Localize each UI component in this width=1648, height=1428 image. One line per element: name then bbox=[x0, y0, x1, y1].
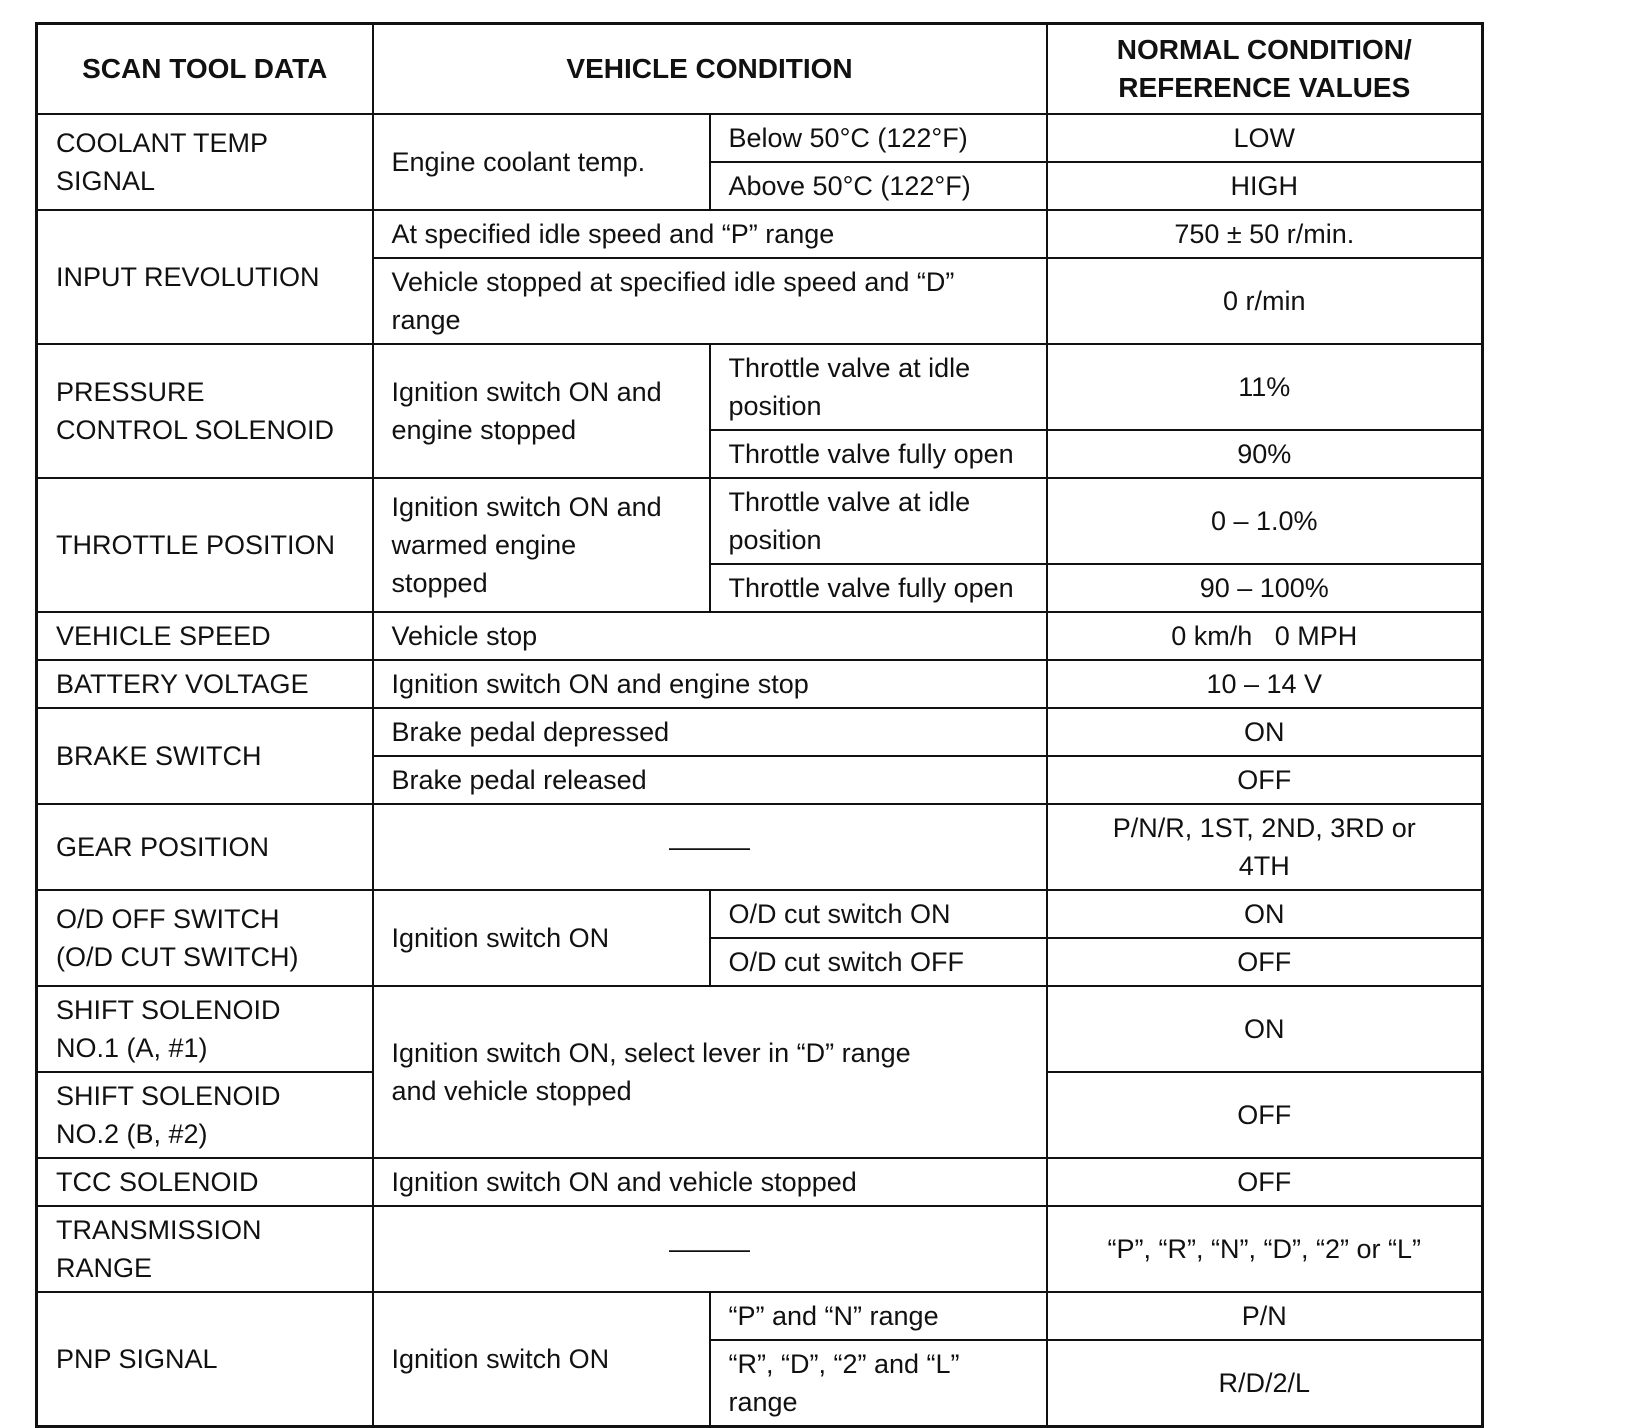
table-row bbox=[37, 890, 1483, 938]
value-cell: “P”, “R”, “N”, “D”, “2” or “L” bbox=[1047, 1206, 1483, 1292]
item-od-off-switch: O/D OFF SWITCH (O/D CUT SWITCH) bbox=[37, 890, 373, 986]
item-battery-voltage: BATTERY VOLTAGE bbox=[37, 660, 373, 708]
condition-cell: At specified idle speed and “P” range bbox=[373, 210, 1047, 258]
condition-cell: Brake pedal depressed bbox=[373, 708, 1047, 756]
table-row bbox=[37, 114, 1483, 162]
table-row bbox=[37, 1158, 1483, 1206]
table-row bbox=[37, 804, 1483, 890]
value-cell: ON bbox=[1047, 986, 1483, 1072]
value-cell: OFF bbox=[1047, 1072, 1483, 1158]
header-reference-values: NORMAL CONDITION/ REFERENCE VALUES bbox=[1047, 24, 1483, 115]
sub-condition-cell: O/D cut switch OFF bbox=[710, 938, 1047, 986]
value-cell: 11% bbox=[1047, 344, 1483, 430]
condition-cell: Ignition switch ON and engine stopped bbox=[373, 344, 710, 478]
value-cell: OFF bbox=[1047, 1158, 1483, 1206]
table-row bbox=[37, 344, 1483, 430]
scan-tool-data-table bbox=[35, 22, 1484, 1428]
sub-condition-cell: Throttle valve fully open bbox=[710, 430, 1047, 478]
item-input-revolution: INPUT REVOLUTION bbox=[37, 210, 373, 344]
sub-condition-cell: Throttle valve at idle position bbox=[710, 344, 1047, 430]
value-cell: HIGH bbox=[1047, 162, 1483, 210]
value-cell: 0 – 1.0% bbox=[1047, 478, 1483, 564]
header-scan-tool-data: SCAN TOOL DATA bbox=[37, 24, 373, 115]
condition-cell: Ignition switch ON bbox=[373, 1292, 710, 1427]
value-cell: 90 – 100% bbox=[1047, 564, 1483, 612]
value-cell: 750 ± 50 r/min. bbox=[1047, 210, 1483, 258]
item-tcc-solenoid: TCC SOLENOID bbox=[37, 1158, 373, 1206]
item-pnp-signal: PNP SIGNAL bbox=[37, 1292, 373, 1427]
condition-cell: Vehicle stop bbox=[373, 612, 1047, 660]
table-row bbox=[37, 612, 1483, 660]
table-row bbox=[37, 478, 1483, 564]
value-cell: OFF bbox=[1047, 756, 1483, 804]
header-vehicle-condition: VEHICLE CONDITION bbox=[373, 24, 1047, 115]
value-cell: 90% bbox=[1047, 430, 1483, 478]
sub-condition-cell: Throttle valve fully open bbox=[710, 564, 1047, 612]
item-vehicle-speed: VEHICLE SPEED bbox=[37, 612, 373, 660]
item-pressure-control-solenoid: PRESSURE CONTROL SOLENOID bbox=[37, 344, 373, 478]
condition-cell: ——— bbox=[373, 804, 1047, 890]
sub-condition-cell: Above 50°C (122°F) bbox=[710, 162, 1047, 210]
value-cell: OFF bbox=[1047, 938, 1483, 986]
table-row bbox=[37, 708, 1483, 756]
table-row bbox=[37, 210, 1483, 258]
item-coolant-temp-signal: COOLANT TEMP SIGNAL bbox=[37, 114, 373, 210]
header-row bbox=[37, 24, 1483, 115]
table-row bbox=[37, 986, 1483, 1072]
value-cell: 0 r/min bbox=[1047, 258, 1483, 344]
condition-cell: Ignition switch ON bbox=[373, 890, 710, 986]
condition-cell: Vehicle stopped at specified idle speed and “D” range bbox=[373, 258, 1047, 344]
value-cell: 0 km/h 0 MPH bbox=[1047, 612, 1483, 660]
condition-cell: ——— bbox=[373, 1206, 1047, 1292]
table-row bbox=[37, 1206, 1483, 1292]
value-cell: P/N/R, 1ST, 2ND, 3RD or 4TH bbox=[1047, 804, 1483, 890]
item-transmission-range: TRANSMISSION RANGE bbox=[37, 1206, 373, 1292]
condition-cell: Brake pedal released bbox=[373, 756, 1047, 804]
value-cell: ON bbox=[1047, 890, 1483, 938]
sub-condition-cell: O/D cut switch ON bbox=[710, 890, 1047, 938]
item-brake-switch: BRAKE SWITCH bbox=[37, 708, 373, 804]
condition-cell: Engine coolant temp. bbox=[373, 114, 710, 210]
sub-condition-cell: Below 50°C (122°F) bbox=[710, 114, 1047, 162]
item-throttle-position: THROTTLE POSITION bbox=[37, 478, 373, 612]
value-cell: 10 – 14 V bbox=[1047, 660, 1483, 708]
sub-condition-cell: Throttle valve at idle position bbox=[710, 478, 1047, 564]
condition-cell: Ignition switch ON and warmed engine stopped bbox=[373, 478, 710, 612]
table-row bbox=[37, 660, 1483, 708]
item-shift-solenoid-1: SHIFT SOLENOID NO.1 (A, #1) bbox=[37, 986, 373, 1072]
table-row bbox=[37, 1292, 1483, 1340]
value-cell: LOW bbox=[1047, 114, 1483, 162]
sub-condition-cell: “R”, “D”, “2” and “L” range bbox=[710, 1340, 1047, 1427]
condition-cell: Ignition switch ON, select lever in “D” range and vehicle stopped bbox=[373, 986, 1047, 1158]
value-cell: R/D/2/L bbox=[1047, 1340, 1483, 1427]
sub-condition-cell: “P” and “N” range bbox=[710, 1292, 1047, 1340]
item-shift-solenoid-2: SHIFT SOLENOID NO.2 (B, #2) bbox=[37, 1072, 373, 1158]
condition-cell: Ignition switch ON and engine stop bbox=[373, 660, 1047, 708]
item-gear-position: GEAR POSITION bbox=[37, 804, 373, 890]
condition-cell: Ignition switch ON and vehicle stopped bbox=[373, 1158, 1047, 1206]
value-cell: P/N bbox=[1047, 1292, 1483, 1340]
value-cell: ON bbox=[1047, 708, 1483, 756]
